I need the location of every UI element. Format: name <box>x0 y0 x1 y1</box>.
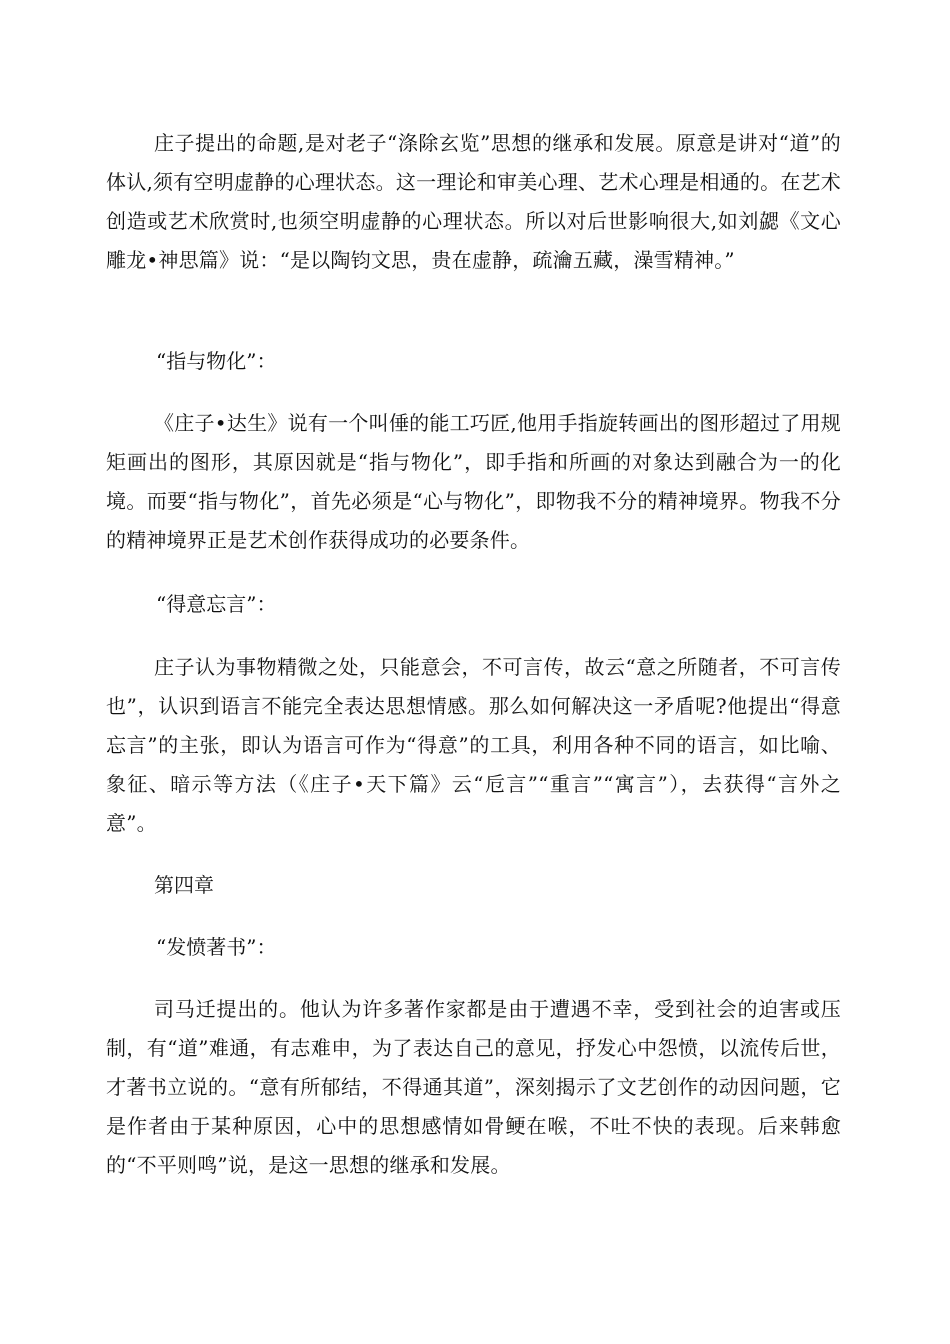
paragraph-de-yi-wang-yan: 庄子认为事物精微之处，只能意会，不可言传，故云“意之所随者，不可言传也”，认识到语言不能完全表达思想情感。那么如何解决这一矛盾呢?他提出“得意忘言”的主张，即认为语言可作为“得意”的工具，利用各种不同的语言，如比喻、象征、暗示等方法（《庄子•天下篇》云“卮言”“重言”“寓言”），去获得“言外之意”。 <box>106 655 841 835</box>
paragraph-zhi-yu-wu-hua: 《庄子•达生》说有一个叫倕的能工巧匠,他用手指旋转画出的图形超过了用规矩画出的图形，其原因就是“指与物化”，即手指和所画的对象达到融合为一的化境。而要“指与物化”，首先必须是“心与物化”，即物我不分的精神境界。物我不分的精神境界正是艺术创作获得成功的必要条件。 <box>106 411 841 552</box>
heading-de-yi-wang-yan: “得意忘言”： <box>156 592 277 616</box>
heading-fa-fen-zhu-shu: “发愤著书”： <box>156 935 277 959</box>
paragraph-xujing: 庄子提出的命题,是对老子“涤除玄览”思想的继承和发展。原意是讲对“道”的体认,须有空明虚静的心理状态。这一理论和审美心理、艺术心理是相通的。在艺术创造或艺术欣赏时,也须空明虚静的心理状态。所以对后世影响很大,如刘勰《文心雕龙•神思篇》说：“是以陶钧文思，贵在虚静，疏瀹五藏，澡雪精神。” <box>106 131 841 272</box>
heading-zhi-yu-wu-hua: “指与物化”： <box>156 349 277 373</box>
paragraph-fa-fen-zhu-shu: 司马迁提出的。他认为许多著作家都是由于遭遇不幸，受到社会的迫害或压制，有“道”难通，有志难申，为了表达自己的意见，抒发心中怨愤，以流传后世，才著书立说的。“意有所郁结，不得通其道”，深刻揭示了文艺创作的动因问题，它是作者由于某种原因，心中的思想感情如骨鲠在喉，不吐不快的表现。后来韩愈的“不平则鸣”说，是这一思想的继承和发展。 <box>106 997 841 1177</box>
chapter-title: 第四章 <box>154 873 214 897</box>
